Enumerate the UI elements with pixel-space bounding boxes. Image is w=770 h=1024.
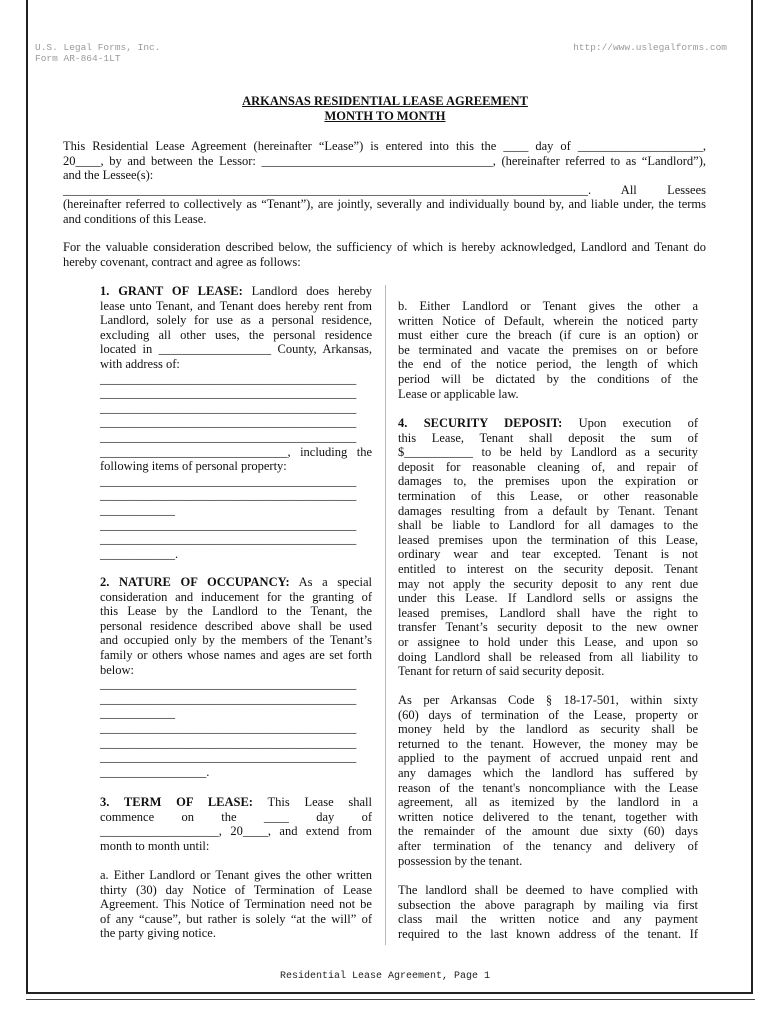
- text-line: lease unto Tenant, and Tenant does hereby rent from: [100, 298, 372, 313]
- fill-in-blank-line[interactable]: _________________________________________: [100, 720, 357, 735]
- arkansas-code-paragraph: [398, 693, 698, 868]
- text-line: b. Either Landlord or Tenant gives the other a: [398, 299, 698, 313]
- section-text: As a special: [289, 575, 372, 589]
- document-title: ARKANSAS RESIDENTIAL LEASE AGREEMENT: [242, 94, 528, 108]
- text-line: required to the last known address of the tenant. If: [398, 926, 698, 941]
- section-grant-of-lease: [100, 284, 372, 561]
- section-term-b: [398, 299, 698, 401]
- text-line: may not apply the security deposit to any rent due: [398, 576, 698, 591]
- text-line: The landlord shall be deemed to have complied with: [398, 883, 698, 897]
- text-line: For the valuable consideration described below, the sufficiency of which is hereby acknowledged, Landlord and Tenant do: [63, 240, 706, 254]
- fill-in-blank-line[interactable]: ____________: [100, 502, 175, 517]
- text-line: period will be dictated by the conditions of the: [398, 371, 698, 386]
- text-line: consideration and inducement for the granting of: [100, 589, 372, 604]
- text-line: subsection the above paragraph by mailing via first: [398, 897, 698, 912]
- text-line: As per Arkansas Code § 18-17-501, within sixty: [398, 693, 698, 707]
- consideration-paragraph: [63, 240, 706, 269]
- fill-in-blank-line[interactable]: _________________________________________: [100, 473, 357, 488]
- text-line: (60) days of termination of the Lease, property or: [398, 707, 698, 722]
- text-line: after termination of the tenancy and delivery of: [398, 838, 698, 853]
- text-line: written notice delivered to the tenant, together with: [398, 809, 698, 824]
- text-line: doing Landlord shall be released from all liability to: [398, 649, 698, 664]
- fill-in-blank-line[interactable]: _________________________________________: [100, 735, 357, 750]
- text-line: returned to the tenant. However, the money may be: [398, 736, 698, 751]
- text-line: damages resulting from a default by Tenant. Tenant: [398, 503, 698, 518]
- text-line: damages to, the premises upon the expiration or: [398, 474, 698, 489]
- text-line: with address of:: [100, 356, 180, 371]
- text-line: be terminated and vacate the premises on or before: [398, 342, 698, 357]
- text-line: of any “cause”, but rather is solely “at the will” of: [100, 911, 372, 926]
- fill-in-blank-line[interactable]: _________________________________________: [100, 517, 357, 532]
- text-line: 20____, by and between the Lessor: _____________________________________, (hereinafter referred to as “Landlord”),: [63, 153, 706, 168]
- text-line: $___________ to be held by Landlord as a security: [398, 445, 698, 460]
- header-company: U.S. Legal Forms, Inc.: [35, 42, 161, 53]
- text-line: ordinary wear and tear excepted. Tenant is not: [398, 547, 698, 562]
- text-line: Agreement. This Notice of Termination need not be: [100, 897, 372, 912]
- section-heading: 1. GRANT OF LEASE:: [100, 284, 243, 298]
- text-line: located in __________________ County, Arkansas,: [100, 342, 372, 357]
- text-line: leased premises upon the termination of this Lease,: [398, 532, 698, 547]
- text-line: following items of personal property:: [100, 459, 287, 474]
- text-line: this Lease, Tenant shall deposit the sum of: [398, 430, 698, 445]
- section-heading: 4. SECURITY DEPOSIT:: [398, 416, 563, 430]
- text-line: [100, 795, 372, 810]
- text-line: must either cure the breach (if cure is an option) or: [398, 328, 698, 343]
- section-term-a: [100, 868, 372, 941]
- text-line: deposit for reasonable cleaning of, and repair of: [398, 459, 698, 474]
- text-line: entitled to interest on the security deposit. Tenant: [398, 561, 698, 576]
- mailing-paragraph: [398, 883, 698, 941]
- fill-in-blank-line[interactable]: ____________.: [100, 546, 179, 561]
- fill-in-blank-line[interactable]: _________________________________________: [100, 691, 357, 706]
- text-line: thirty (30) day Notice of Termination of Lease: [100, 882, 372, 897]
- header-form-number: Form AR-864-1LT: [35, 53, 121, 64]
- text-line: hereby covenant, contract and agree as follows:: [63, 254, 301, 269]
- text-line: ____________________________________________________________________________________. All Lessees: [63, 182, 706, 197]
- text-line: termination of this Lease, or other reasonable: [398, 488, 698, 503]
- text-line: Landlord, solely for use as a personal residence,: [100, 313, 372, 328]
- fill-in-blank-line[interactable]: _________________________________________: [100, 488, 357, 503]
- section-text: Upon execution of: [562, 416, 699, 430]
- text-line: the party giving notice.: [100, 926, 216, 941]
- text-line: Tenant for return of said security deposit.: [398, 664, 605, 679]
- text-line: class mail the written notice and any payment: [398, 912, 698, 927]
- document-subtitle: MONTH TO MONTH: [324, 109, 446, 123]
- text-line: or assignee to hold under this Lease, and upon so: [398, 634, 698, 649]
- text-line: the remainder of the amount due sixty (60) days: [398, 824, 698, 839]
- fill-in-blank-line[interactable]: ____________: [100, 706, 175, 721]
- page-footer: Residential Lease Agreement, Page 1: [279, 971, 491, 982]
- fill-in-blank-line[interactable]: _________________________________________: [100, 677, 357, 692]
- section-heading: 3. TERM OF LEASE:: [100, 795, 253, 809]
- text-line: [398, 416, 698, 431]
- text-line: [100, 575, 372, 590]
- text-line: This Residential Lease Agreement (hereinafter “Lease”) is entered into this the ____ day of ____________________,: [63, 139, 706, 153]
- fill-in-blank-line[interactable]: _________________________________________: [100, 750, 357, 765]
- text-line: commence on the ____ day of: [100, 809, 372, 824]
- text-line: possession by the tenant.: [398, 853, 523, 868]
- text-line: and occupied only by the members of the Tenant’s: [100, 633, 372, 648]
- section-text: This Lease shall: [252, 795, 373, 809]
- text-line: (hereinafter referred to collectively as “Tenant”), are jointly, severally and individually bound by, and liable under, the terms: [63, 197, 706, 212]
- text-line: written Notice of Default, wherein the noticed party: [398, 313, 698, 328]
- header-url[interactable]: http://www.uslegalforms.com: [573, 42, 727, 53]
- intro-paragraph: [63, 139, 706, 227]
- text-line: money held by the landlord as security shall be: [398, 722, 698, 737]
- section-term-of-lease: [100, 795, 372, 853]
- fill-in-blank-line[interactable]: _________________________________________: [100, 386, 357, 401]
- text-line: the end of the notice period, the length of which: [398, 357, 698, 372]
- text-line: under this Lease. If Landlord sells or assigns the: [398, 591, 698, 606]
- text-line: personal residence described above shall be used: [100, 618, 372, 633]
- text-line: [100, 284, 372, 299]
- column-divider: [385, 285, 386, 945]
- text-line: and the Lessee(s):: [63, 168, 154, 183]
- text-line: applied to the payment of accrued unpaid rent and: [398, 751, 698, 766]
- text-line: month to month until:: [100, 838, 210, 853]
- text-line: excluding all other uses, the personal residence: [100, 327, 372, 342]
- fill-in-blank-line[interactable]: _________________________________________: [100, 532, 357, 547]
- text-line: a. Either Landlord or Tenant gives the other written: [100, 868, 372, 882]
- fill-in-blank-line[interactable]: _________________________________________: [100, 400, 357, 415]
- fill-in-blank-line[interactable]: _________________________________________: [100, 371, 357, 386]
- text-line: shall be liable to Landlord for all damages to the: [398, 518, 698, 533]
- text-line: and conditions of this Lease.: [63, 211, 207, 226]
- text-line: any damages which the landlord has suffered by: [398, 765, 698, 780]
- section-heading: 2. NATURE OF OCCUPANCY:: [100, 575, 290, 589]
- section-security-deposit: [398, 416, 698, 679]
- text-line: this Lease by the Landlord to the Tenant, the: [100, 604, 372, 619]
- page-bottom-rule: [26, 999, 755, 1000]
- fill-in-blank-line[interactable]: _________________________________________: [100, 429, 357, 444]
- section-text: Landlord does hereby: [242, 284, 372, 298]
- fill-in-blank-line[interactable]: _________________________________________: [100, 415, 357, 430]
- section-nature-of-occupancy: [100, 575, 372, 779]
- text-line: transfer Tenant’s security deposit to the new owner: [398, 620, 698, 635]
- text-line: leased premises, Landlord shall have the right to: [398, 605, 698, 620]
- text-line: agreement, all as itemized by the landlord in a: [398, 795, 698, 810]
- text-line: ___________________, 20____, and extend from: [100, 824, 372, 839]
- text-line: reason of the tenant's noncompliance with the Lease: [398, 780, 698, 795]
- text-line: below:: [100, 662, 135, 677]
- text-line: ______________________________, including the: [100, 444, 372, 459]
- fill-in-blank-line[interactable]: _________________.: [100, 764, 210, 779]
- text-line: family or others whose names and ages are set forth: [100, 647, 372, 662]
- text-line: Lease or applicable law.: [398, 386, 519, 401]
